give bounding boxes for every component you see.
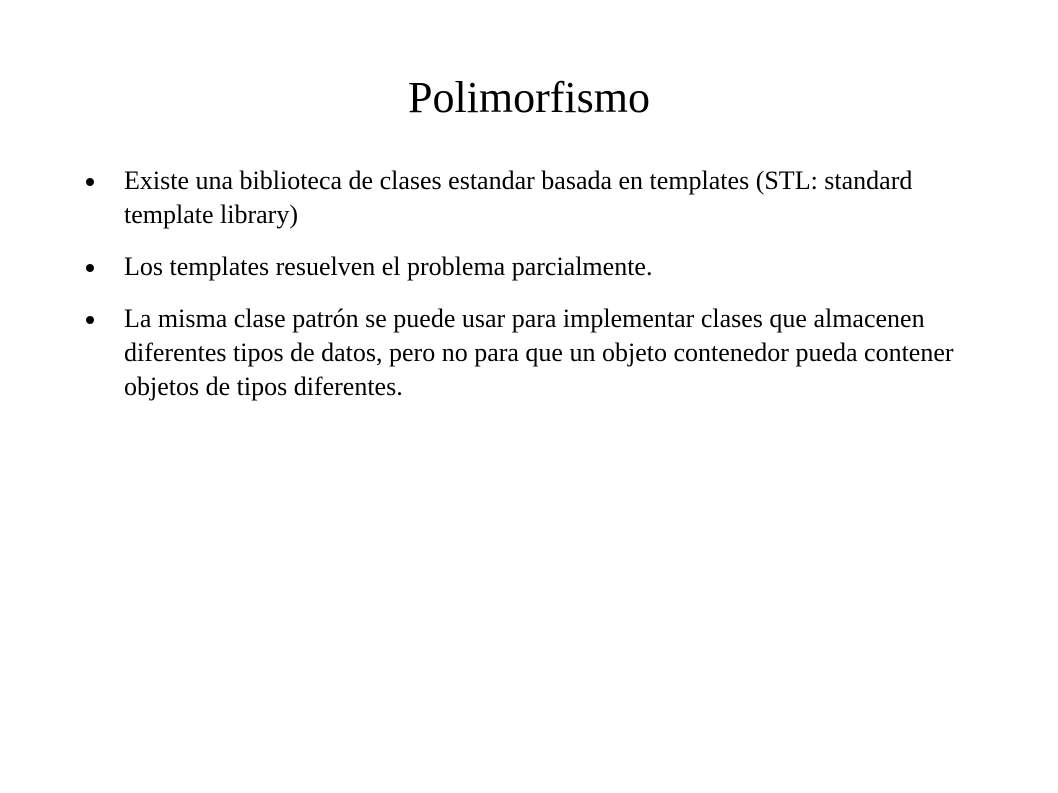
- bullet-item: [0, 250, 974, 284]
- bullet-text: La misma clase patrón se puede usar para implementar clases que almacenen diferentes tipos de datos, pero no para que un objeto contenedor pueda contener objetos de tipos diferentes.: [124, 304, 954, 401]
- bullet-item: [0, 302, 974, 404]
- bullet-dot-icon: [86, 316, 94, 324]
- bullet-list: [0, 164, 1058, 422]
- bullet-item: [0, 164, 974, 232]
- bullet-dot-icon: [86, 264, 94, 272]
- bullet-text: Existe una biblioteca de clases estandar basada en templates (STL: standard template library): [124, 166, 913, 229]
- bullet-dot-icon: [86, 178, 94, 186]
- slide-title: Polimorfismo: [407, 73, 651, 122]
- bullet-text: Los templates resuelven el problema parcialmente.: [124, 252, 653, 281]
